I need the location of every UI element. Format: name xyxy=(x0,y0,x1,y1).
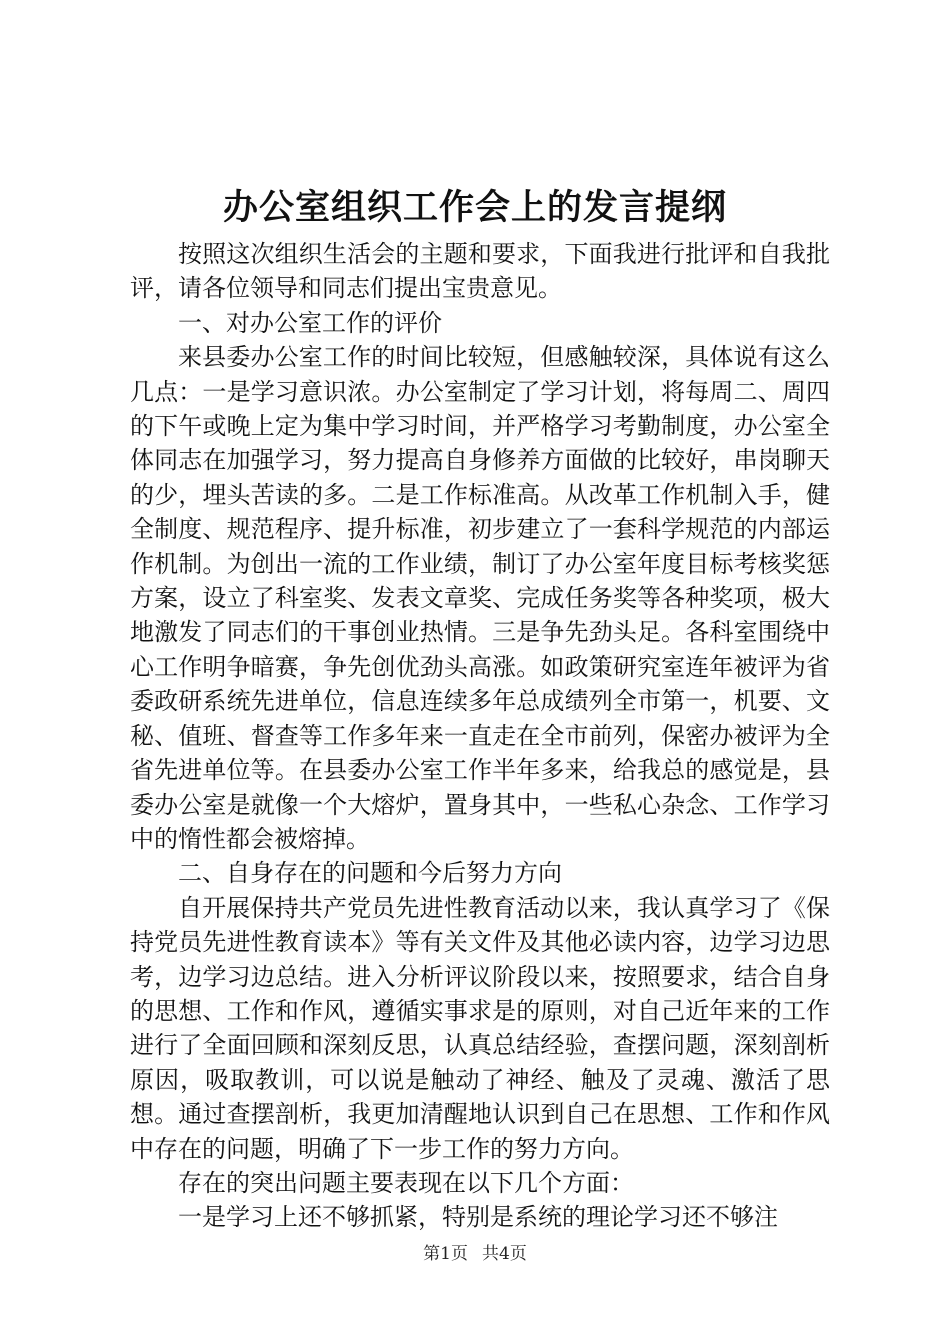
document-title: 办公室组织工作会上的发言提纲 xyxy=(222,187,727,228)
section-heading-1: 一、对办公室工作的评价 xyxy=(178,308,442,337)
paragraph-problem-1: 一是学习上还不够抓紧，特别是系统的理论学习还不够注 xyxy=(178,1203,778,1232)
document-body xyxy=(130,237,830,1235)
page-total: 共4页 xyxy=(482,1244,527,1264)
page-footer xyxy=(0,1242,950,1266)
paragraph-evaluation: 来县委办公室工作的时间比较短，但感触较深，具体说有这么几点：一是学习意识浓。办公室制定了学习计划，将每周二、周四的下午或晚上定为集中学习时间，并严格学习考勤制度，办公室全体同志在加强学习，努力提高自身修养方面做的比较好，串岗聊天的少，埋头苦读的多。二是工作标准高。从改革工作机制入手，健全制度、规范程序、提升标准，初步建立了一套科学规范的内部运作机制。为创出一流的工作业绩，制订了办公室年度目标考核奖惩方案，设立了科室奖、发表文章奖、完成任务奖等各种奖项，极大地激发了同志们的干事创业热情。三是争先劲头足。各科室围绕中心工作明争暗赛，争先创优劲头高涨。如政策研究室连年被评为省委政研系统先进单位，信息连续多年总成绩列全市第一，机要、文秘、值班、督查等工作多年来一直走在全市前列，保密办被评为全省先进单位等。在县委办公室工作半年多来，给我总的感觉是，县委办公室是就像一个大熔炉，置身其中，一些私心杂念、工作学习中的惰性都会被熔掉。 xyxy=(130,343,830,853)
paragraph-intro: 按照这次组织生活会的主题和要求，下面我进行批评和自我批评，请各位领导和同志们提出宝贵意见。 xyxy=(130,240,830,303)
paragraph-problems-intro: 存在的突出问题主要表现在以下几个方面： xyxy=(178,1168,634,1197)
page-number: 第1页 xyxy=(423,1244,468,1264)
paragraph-self-review: 自开展保持共产党员先进性教育活动以来，我认真学习了《保持党员先进性教育读本》等有关文件及其他必读内容，边学习边思考，边学习边总结。进入分析评议阶段以来，按照要求，结合自身的思想、工作和作风，遵循实事求是的原则，对自己近年来的工作进行了全面回顾和深刻反思，认真总结经验，查摆问题，深刻剖析原因，吸取教训，可以说是触动了神经、触及了灵魂、激活了思想。通过查摆剖析，我更加清醒地认识到自己在思想、工作和作风中存在的问题，明确了下一步工作的努力方向。 xyxy=(130,893,830,1163)
section-heading-2: 二、自身存在的问题和今后努力方向 xyxy=(178,859,562,888)
